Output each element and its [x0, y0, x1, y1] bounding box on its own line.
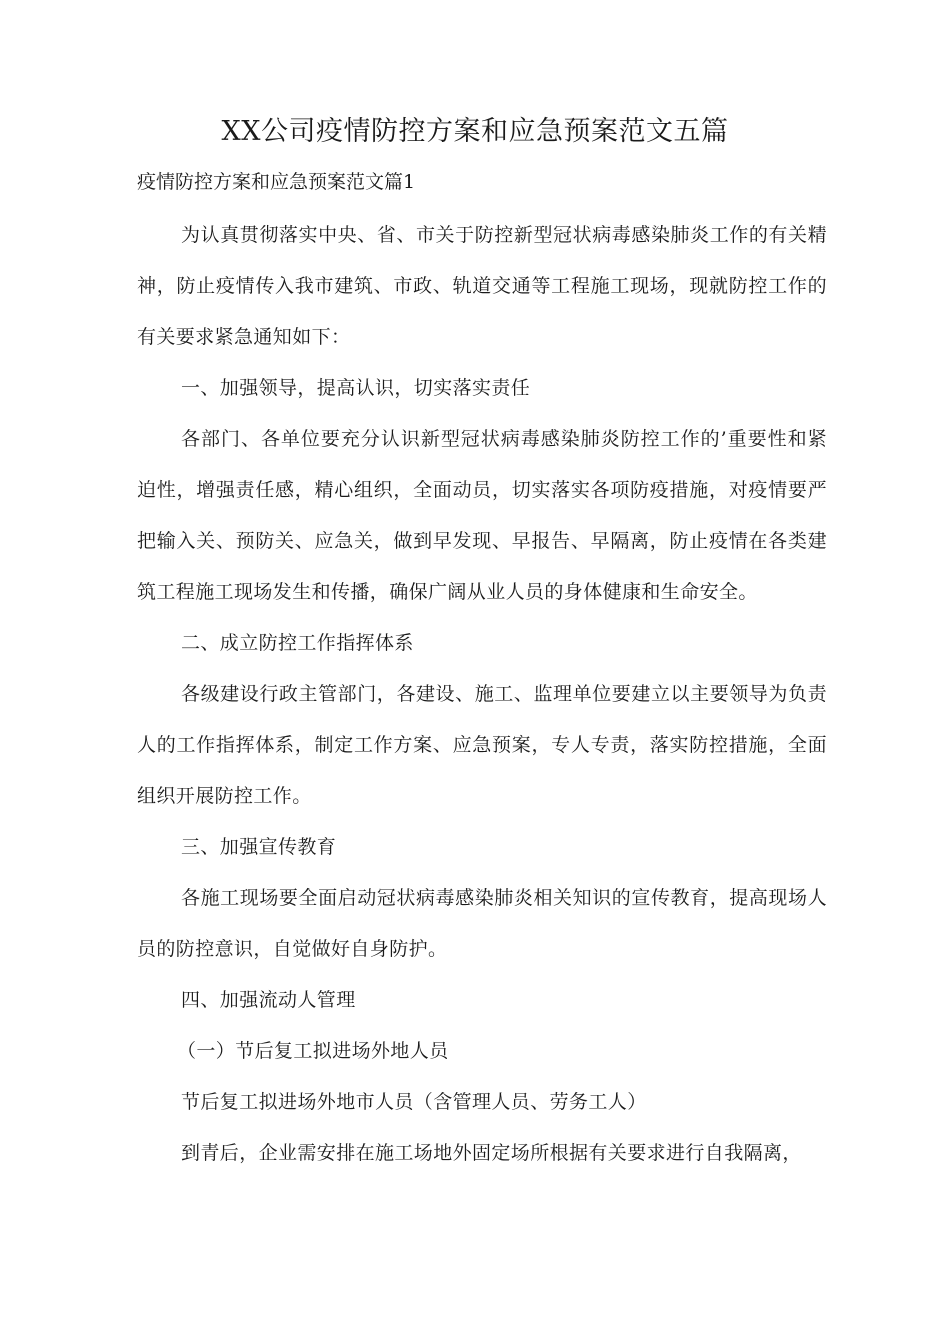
intro-paragraph: 为认真贯彻落实中央、省、市关于防控新型冠状病毒感染肺炎工作的有关精神，防止疫情传入我市建筑、市政、轨道交通等工程施工现场，现就防控工作的有关要求紧急通知如下：: [137, 224, 827, 348]
document-body: [137, 210, 827, 1179]
section-heading-2: 二、成立防控工作指挥体系: [181, 632, 414, 654]
subsection-body-4-1: 到青后，企业需安排在施工场地外固定场所根据有关要求进行自我隔离，: [181, 1142, 802, 1164]
section-body-3: 各施工现场要全面启动冠状病毒感染肺炎相关知识的宣传教育，提高现场人员的防控意识，自觉做好自身防护。: [137, 887, 827, 960]
subsection-line-4-1: 节后复工拟进场外地市人员（含管理人员、劳务工人）: [181, 1091, 647, 1113]
subsection-heading-4-1: （一）节后复工拟进场外地人员: [177, 1040, 449, 1062]
document-title: XX公司疫情防控方案和应急预案范文五篇: [221, 116, 729, 147]
section-body-2: 各级建设行政主管部门，各建设、施工、监理单位要建立以主要领导为负责人的工作指挥体系，制定工作方案、应急预案，专人专责，落实防控措施，全面组织开展防控工作。: [137, 683, 827, 807]
section-body-1: 各部门、各单位要充分认识新型冠状病毒感染肺炎防控工作的’重要性和紧迫性，增强责任感，精心组织，全面动员，切实落实各项防疫措施，对疫情要严把输入关、预防关、应急关，做到早发现、早报告、早隔离，防止疫情在各类建筑工程施工现场发生和传播，确保广阔从业人员的身体健康和生命安全。: [137, 428, 827, 603]
section-heading-1: 一、加强领导，提高认识，切实落实责任: [181, 377, 531, 399]
section-heading-3: 三、加强宣传教育: [181, 836, 337, 858]
document-subtitle: 疫情防控方案和应急预案范文篇1: [137, 171, 416, 193]
section-heading-4: 四、加强流动人管理: [181, 989, 356, 1011]
